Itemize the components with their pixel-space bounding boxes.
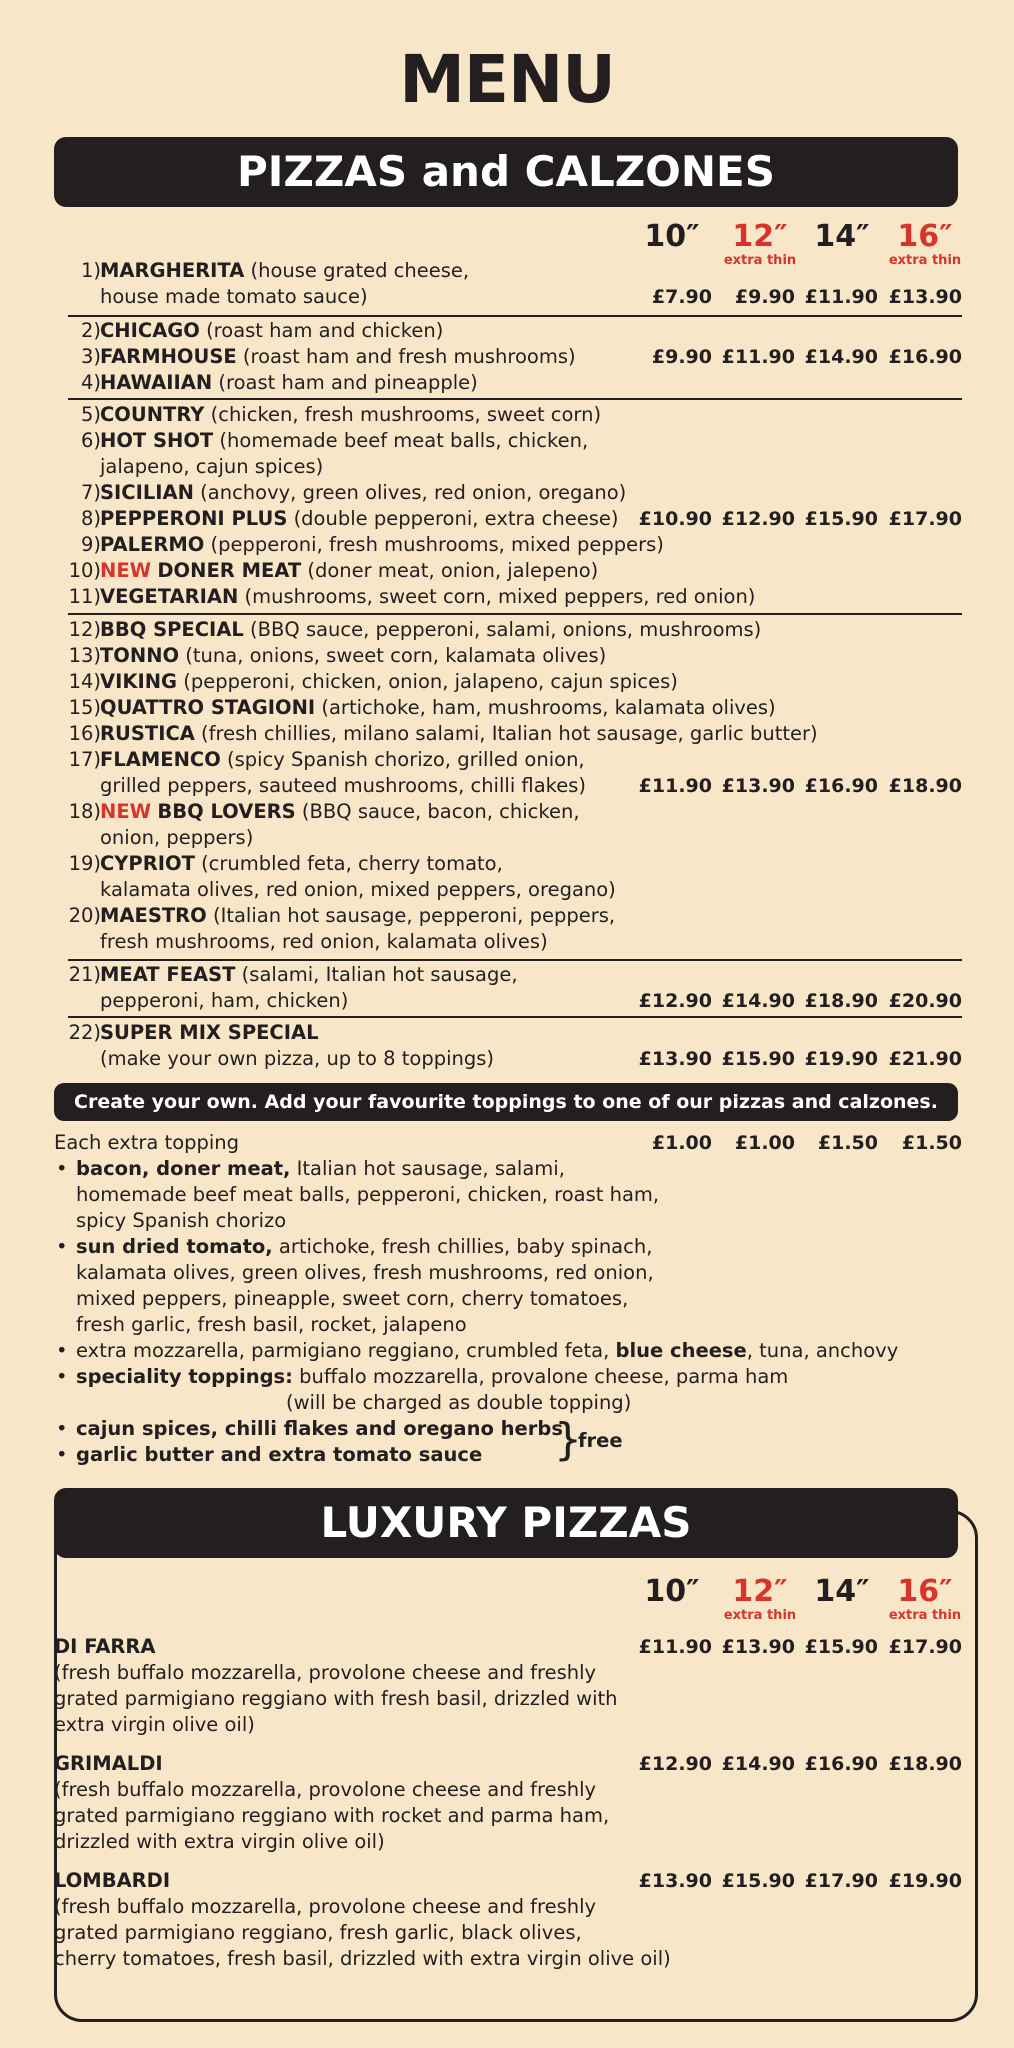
extra-topping-row: Each extra topping £1.00 £1.00 £1.50 £1.50 — [54, 1131, 962, 1154]
page-title: MENU — [399, 41, 615, 118]
size-14: 14″ — [814, 1574, 870, 1609]
create-your-own-bar: Create your own. Add your favourite toppings to one of our pizzas and calzones. — [54, 1083, 958, 1121]
new-badge: NEW — [100, 800, 152, 823]
luxury-item-lombardi: LOMBARDI £13.90 £15.90 £17.90 £19.90 (fresh buffalo mozzarella, provolone cheese and freshly grated parmigiano reggiano, fresh garlic, black olives, cherry tomatoes, fresh basil, drizzled with extra virgin olive oil) — [54, 1869, 962, 1970]
luxury-item-grimaldi: GRIMALDI £12.90 £14.90 £16.90 £18.90 (fresh buffalo mozzarella, provolone cheese and freshly grated parmigiano reggiano with rocket and parma ham, drizzled with extra virgin olive oil) — [54, 1752, 962, 1853]
size-12: 12″ extra thin — [723, 1574, 797, 1623]
divider — [68, 1016, 962, 1018]
topping-group-veg: • sun dried tomato, artichoke, fresh chillies, baby spinach, kalamata olives, green olives, fresh mushrooms, red onion, mixed peppers, pineapple, sweet corn, cherry tomatoes, fresh garlic, fresh basil, rocket, jalapeno — [56, 1235, 654, 1336]
divider — [68, 959, 962, 961]
luxury-banner: LUXURY PIZZAS — [54, 1488, 958, 1558]
topping-group-free: • cajun spices, chilli flakes and oregano herbs • garlic butter and extra tomato sauce } free — [56, 1414, 623, 1466]
new-badge: NEW — [100, 559, 152, 582]
topping-group-meats: • bacon, doner meat, Italian hot sausage, salami, homemade beef meat balls, pepperoni, chicken, roast ham, spicy Spanish chorizo — [56, 1157, 660, 1232]
brace-icon: } — [554, 1414, 582, 1465]
size-10: 10″ — [644, 219, 700, 254]
size-16: 16″ extra thin — [888, 219, 962, 268]
size-16: 16″ extra thin — [888, 1574, 962, 1623]
divider — [68, 398, 962, 400]
divider — [68, 613, 962, 615]
topping-group-speciality: • speciality toppings: buffalo mozzarella, provalone cheese, parma ham (will be charged as double topping) — [56, 1365, 789, 1414]
luxury-item-di-farra: DI FARRA £11.90 £13.90 £15.90 £17.90 (fresh buffalo mozzarella, provolone cheese and freshly grated parmigiano reggiano with fresh basil, drizzled with extra virgin olive oil) — [54, 1635, 962, 1736]
size-10: 10″ — [644, 1574, 700, 1609]
topping-group-cheese: • extra mozzarella, parmigiano reggiano, crumbled feta, blue cheese, tuna, anchovy — [56, 1339, 899, 1362]
pizzas-banner: PIZZAS and CALZONES — [54, 137, 958, 207]
size-14: 14″ — [814, 219, 870, 254]
toppings-list — [54, 1130, 974, 1468]
size-12: 12″ extra thin — [723, 219, 797, 268]
divider — [68, 315, 962, 317]
